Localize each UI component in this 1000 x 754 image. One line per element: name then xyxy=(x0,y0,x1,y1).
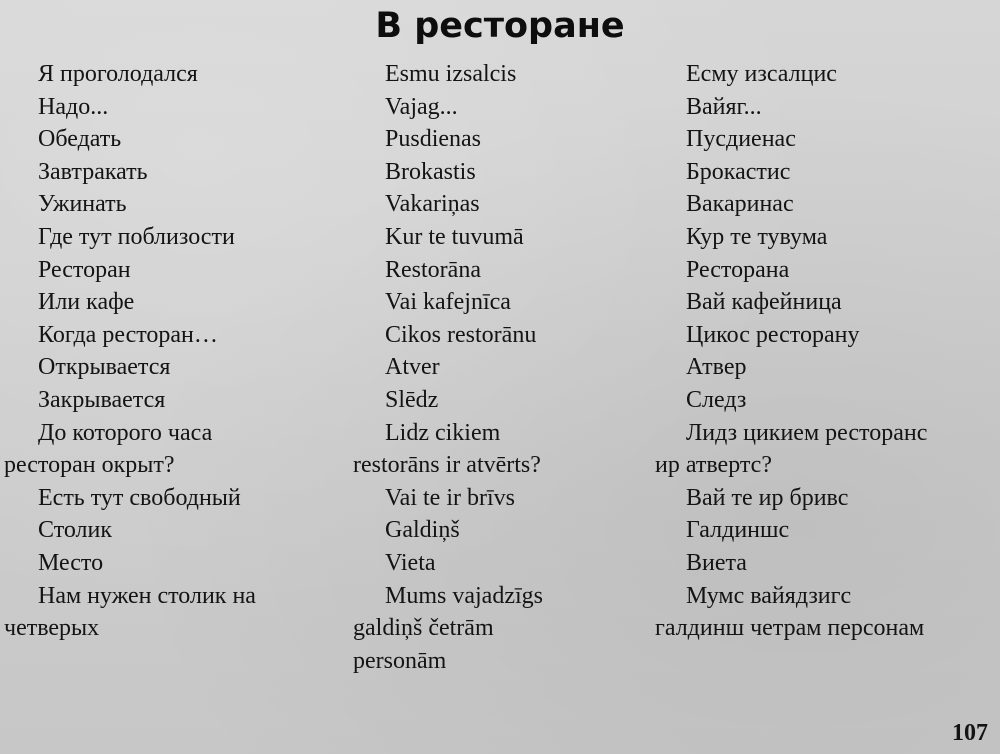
phrase-line: Обедать xyxy=(38,126,122,153)
phrase-line: Vieta xyxy=(385,549,436,576)
phrase-line: Завтракать xyxy=(38,158,148,185)
phrase-continuation: ресторан окрыт? xyxy=(4,452,175,479)
phrase-line: Lidz cikiem xyxy=(385,419,501,446)
phrase-line: Пусдиенас xyxy=(686,126,796,153)
phrase-line: Brokastis xyxy=(385,158,476,185)
phrase-line: До которого часа xyxy=(38,419,213,446)
page-title: В ресторане xyxy=(375,6,625,46)
phrase-line: Кур те тувума xyxy=(686,223,828,250)
phrase-line: Ресторан xyxy=(38,256,131,283)
phrase-line: Галдиншс xyxy=(686,517,790,544)
phrase-line: Вайяг... xyxy=(686,93,762,120)
phrase-line: Надо... xyxy=(38,93,109,120)
phrase-line: Kur te tuvumā xyxy=(385,223,524,250)
page-number: 107 xyxy=(952,720,988,746)
russian-phrases-column xyxy=(4,58,256,645)
phrase-line: Slēdz xyxy=(385,386,439,413)
phrase-continuation: restorāns ir atvērts? xyxy=(353,452,541,479)
phrase-line: Где тут поблизости xyxy=(38,223,235,250)
phrase-line: Место xyxy=(38,549,104,576)
phrase-line: Я проголодался xyxy=(38,61,198,87)
phrase-line: Нам нужен столик на xyxy=(38,582,256,609)
phrase-line: Vakariņas xyxy=(385,191,480,218)
phrase-line: Vajag... xyxy=(385,93,458,120)
phrase-line: Открывается xyxy=(38,354,171,381)
phrase-line: Pusdienas xyxy=(385,126,481,153)
phrase-continuation: галдинш четрам персонам xyxy=(655,615,925,642)
phrase-line: Виета xyxy=(686,549,747,576)
phrase-line: Atver xyxy=(385,354,440,381)
phrase-line: Закрывается xyxy=(38,386,166,413)
phrase-continuation: четверых xyxy=(4,615,100,642)
phrase-line: Есму изсалцис xyxy=(686,61,837,87)
phrase-line: Ужинать xyxy=(38,191,127,218)
phrase-line: Cikos restorānu xyxy=(385,321,537,348)
phrase-continuation: ир атвертс? xyxy=(655,452,772,479)
phrase-continuation: personām xyxy=(353,647,447,674)
phrase-line: Ресторана xyxy=(686,256,790,283)
phrase-line: Атвер xyxy=(686,354,747,381)
phrase-line: Столик xyxy=(38,517,113,544)
phrase-line: Есть тут свободный xyxy=(38,484,241,511)
phrase-line: Вай те ир бривс xyxy=(686,484,849,511)
phrase-line: Esmu izsalcis xyxy=(385,61,517,87)
phrase-line: Лидз цикием ресторанс xyxy=(686,419,928,446)
phrase-line: Мумс вайядзигс xyxy=(686,582,852,609)
phrase-line: Когда ресторан… xyxy=(38,321,218,348)
phrase-line: Restorāna xyxy=(385,256,481,283)
transcription-column xyxy=(655,58,928,645)
phrase-continuation: galdiņš četrām xyxy=(353,615,494,642)
phrase-line: Vai te ir brīvs xyxy=(385,484,515,511)
phrase-line: Брокастис xyxy=(686,158,791,185)
phrase-line: Vai kafejnīca xyxy=(385,289,511,316)
phrase-line: Цикос ресторану xyxy=(686,321,860,348)
phrase-line: Mums vajadzīgs xyxy=(385,582,543,609)
latvian-phrases-column xyxy=(353,58,543,677)
phrase-line: Galdiņš xyxy=(385,517,460,544)
phrase-line: Вакаринас xyxy=(686,191,794,218)
phrase-line: Или кафе xyxy=(38,289,135,316)
phrase-line: Вай кафейница xyxy=(686,289,842,316)
phrase-line: Следз xyxy=(686,386,747,413)
